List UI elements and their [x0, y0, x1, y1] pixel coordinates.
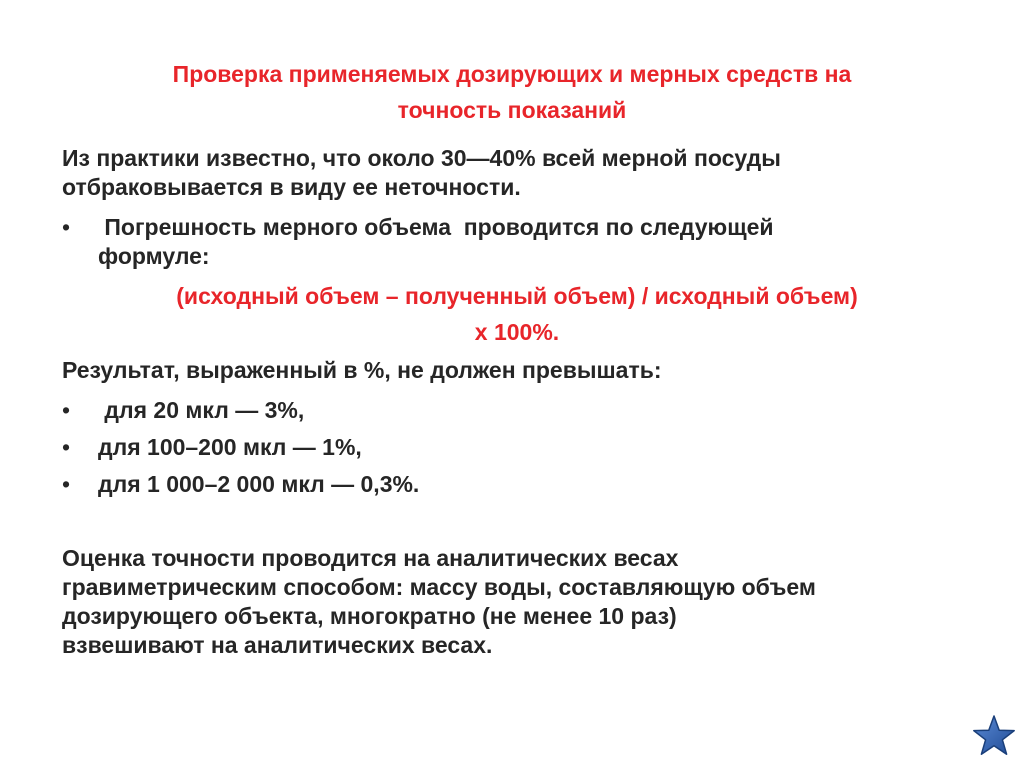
assessment-line-2: гравиметрическим способом: массу воды, составляющую объем — [62, 574, 816, 600]
limit-text: для 20 мкл — 3%, — [98, 397, 305, 423]
list-item — [62, 396, 972, 425]
assessment-line-3: дозирующего объекта, многократно (не менее 10 раз) — [62, 603, 677, 629]
formula-intro-line-1: Погрешность мерного объема проводится по следующей — [98, 214, 774, 240]
formula-line-2: х 100%. — [474, 319, 560, 345]
bullet-marker: • — [62, 214, 71, 240]
slide-title-line-2: точность показаний — [397, 97, 627, 123]
slide-title-line-1: Проверка применяемых дозирующих и мерных средств на — [172, 61, 852, 87]
formula-line-1: (исходный объем – полученный объем) / исходный объем) — [176, 283, 858, 309]
formula-intro-line-2: формуле: — [98, 243, 210, 269]
limit-text: для 1 000–2 000 мкл — 0,3%. — [98, 471, 420, 497]
intro-line-2: отбраковывается в виду ее неточности. — [62, 174, 521, 200]
assessment-paragraph — [62, 544, 972, 660]
limit-text: для 100–200 мкл — 1%, — [98, 434, 362, 460]
assessment-line-1: Оценка точности проводится на аналитических весах — [62, 545, 679, 571]
star-icon[interactable] — [972, 714, 1016, 758]
assessment-line-4: взвешивают на аналитических весах. — [62, 632, 493, 658]
error-formula — [62, 278, 972, 350]
intro-line-1: Из практики известно, что около 30—40% всей мерной посуды — [62, 145, 781, 171]
slide-title — [40, 56, 984, 128]
intro-paragraph — [62, 144, 972, 202]
bullet-marker: • — [62, 397, 71, 423]
result-heading: Результат, выраженный в %, не должен превышать: — [62, 357, 662, 383]
list-item — [62, 470, 972, 499]
bullet-marker: • — [62, 471, 71, 497]
formula-intro-text — [98, 213, 948, 271]
star-icon-graphic — [972, 714, 1016, 758]
bullet-marker: • — [62, 434, 71, 460]
list-item — [62, 433, 972, 462]
formula-intro-item — [62, 213, 972, 271]
